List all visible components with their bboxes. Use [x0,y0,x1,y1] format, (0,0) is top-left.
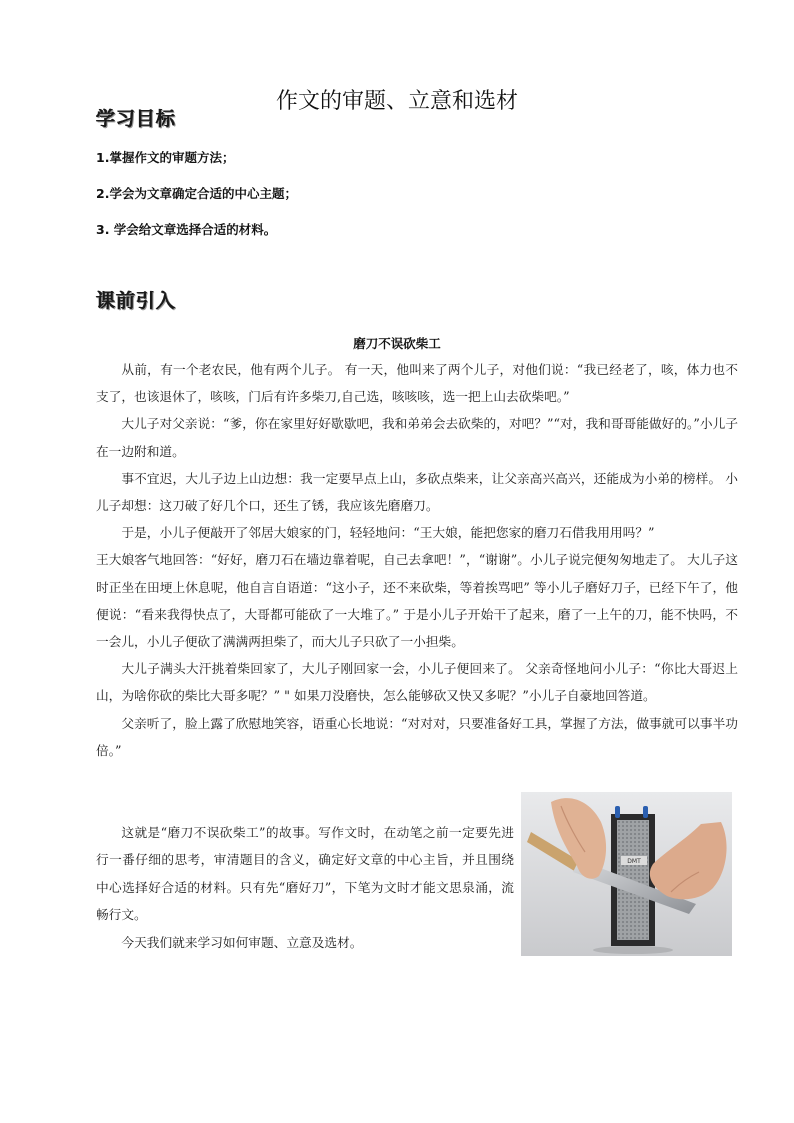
knife-sharpening-photo [521,792,732,956]
sharpener-label: DMT [627,858,641,865]
story-paragraph-6: 大儿子满头大汗挑着柴回家了，大儿子刚回家一会，小儿子便回来了。 父亲奇怪地问小儿子：“你比大哥迟上山，为啥你砍的柴比大哥多呢？” " 如果刀没磨快，怎么能够砍又快又多呢？”小儿子自豪地回答道。 [96,661,738,704]
story-paragraph-1: 从前，有一个老农民，他有两个儿子。 有一天，他叫来了两个儿子，对他们说：“我已经老了，咳，体力也不支了，也该退休了，咳咳，门后有许多柴刀,自己选，咳咳咳，选一把上山去砍柴吧。” [96,362,738,405]
story-paragraph-2: 大儿子对父亲说：“爹，你在家里好好歇歇吧，我和弟弟会去砍柴的，对吧？”“对，我和哥哥能做好的。”小儿子在一边附和道。 [96,416,738,459]
section-heading-learning-goals: 学习目标 [96,108,177,130]
story-paragraph-5: 王大娘客气地回答：“好好，磨刀石在墙边靠着呢，自己去拿吧！”，“谢谢”。小儿子说完便匆匆地走了。 大儿子这时正坐在田埂上休息呢，他自言自语道：“这小子，还不来砍柴，等着挨骂吧” 等小儿子磨好刀子，已经下午了，他便说：“看来我得快点了，大哥都可能砍了一大堆了。” 于是小儿子开始干了起来，磨了一上午的刀，能不快吗，不一会儿，小儿子便砍了满满两担柴了，而大儿子只砍了一小担柴。 [96,552,738,650]
summary-body [96,819,514,956]
goal-item-2: 2.学会为文章确定合适的中心主题； [96,186,297,201]
summary-paragraph-1: 这就是“磨刀不误砍柴工”的故事。写作文时，在动笔之前一定要先进行一番仔细的思考，审清题目的含义，确定好文章的中心主旨，并且围绕中心选择好合适的材料。只有先“磨好刀”，下笔为文时才能文思泉涌，流畅行文。 [96,825,514,923]
goal-item-1: 1.掌握作文的审题方法； [96,150,235,165]
page-title: 作文的审题、立意和选材 [275,89,518,114]
section-heading-intro: 课前引入 [96,290,177,312]
story-paragraph-4: 于是，小儿子便敲开了邻居大娘家的门，轻轻地问：“王大娘，能把您家的磨刀石借我用用吗？” [121,525,655,541]
summary-paragraph-2: 今天我们就来学习如何审题、立意及选材。 [121,934,363,950]
story-paragraph-7: 父亲听了，脸上露了欣慰地笑容，语重心长地说：“对对对，只要准备好工具，掌握了方法，做事就可以事半功倍。” [96,715,738,758]
goal-item-3: 3. 学会给文章选择合适的材料。 [96,222,277,237]
story-paragraph-3: 事不宜迟，大儿子边上山边想：我一定要早点上山，多砍点柴来，让父亲高兴高兴，还能成为小弟的榜样。 小儿子却想：这刀破了好几个口，还生了锈，我应该先磨磨刀。 [96,470,738,514]
story-body [96,356,738,764]
story-title: 磨刀不误砍柴工 [353,336,441,351]
